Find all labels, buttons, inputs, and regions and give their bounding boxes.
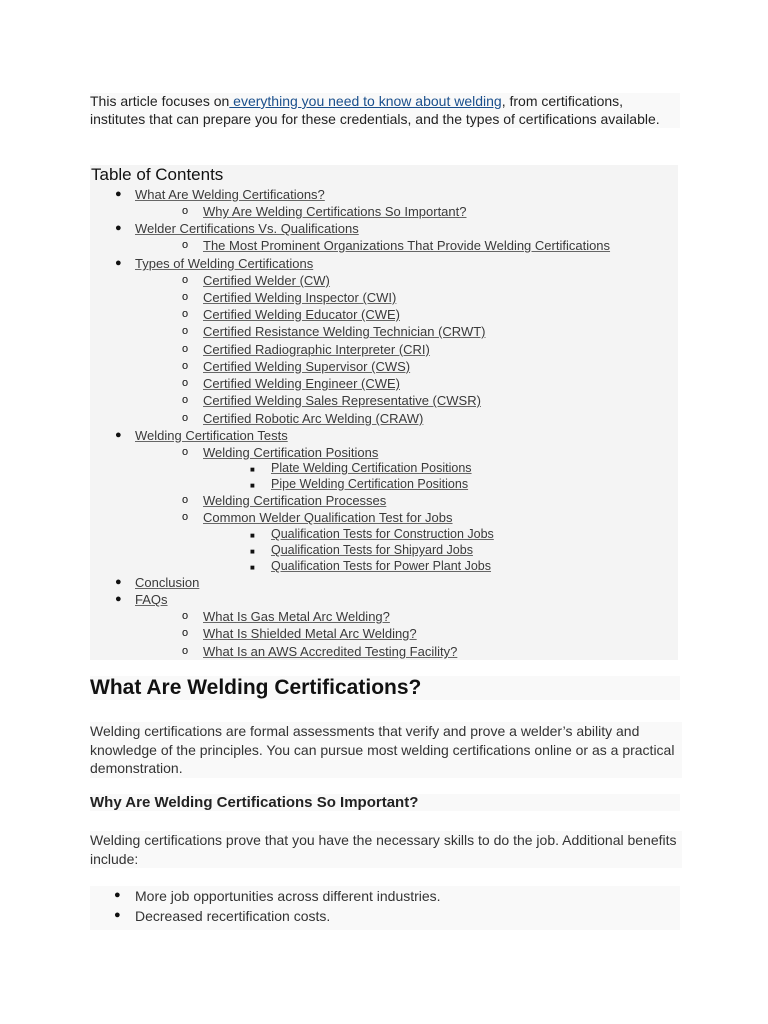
circle-bullet: o [182, 494, 189, 506]
toc-link[interactable]: Certified Welding Engineer (CWE) [203, 376, 400, 391]
toc-title: Table of Contents [91, 165, 224, 184]
toc-link[interactable]: Why Are Welding Certifications So Important? [203, 204, 467, 219]
toc-link[interactable]: Welding Certification Positions [203, 445, 379, 460]
toc-link[interactable]: Qualification Tests for Power Plant Jobs [271, 559, 492, 573]
toc-link[interactable]: Certified Welding Sales Representative (CWSR) [203, 393, 481, 408]
disc-bullet: ● [114, 889, 121, 901]
benefits-intro-paragraph: Welding certifications prove that you have the necessary skills to do the job. Additional benefits include: [90, 831, 682, 868]
toc-link[interactable]: Pipe Welding Certification Positions [271, 477, 469, 491]
square-bullet: ■ [250, 465, 255, 474]
list-item: Decreased recertification costs. [135, 908, 331, 924]
disc-bullet: ● [115, 222, 122, 234]
circle-bullet: o [182, 394, 189, 406]
circle-bullet: o [182, 274, 189, 286]
circle-bullet: o [182, 446, 189, 458]
toc-link[interactable]: Qualification Tests for Shipyard Jobs [271, 543, 473, 557]
toc-link[interactable]: What Are Welding Certifications? [135, 187, 325, 202]
toc-link[interactable]: Certified Resistance Welding Technician (CRWT) [203, 324, 486, 339]
circle-bullet: o [182, 610, 189, 622]
circle-bullet: o [182, 291, 189, 303]
circle-bullet: o [182, 239, 189, 251]
toc-link[interactable]: The Most Prominent Organizations That Provide Welding Certifications [203, 238, 611, 253]
toc-link[interactable]: Welding Certification Processes [203, 493, 387, 508]
toc-link[interactable]: Certified Robotic Arc Welding (CRAW) [203, 411, 424, 426]
toc-link[interactable]: Welding Certification Tests [135, 428, 288, 443]
toc-link[interactable]: Certified Welding Educator (CWE) [203, 307, 400, 322]
list-item: More job opportunities across different industries. [135, 888, 441, 904]
toc-link[interactable]: Plate Welding Certification Positions [271, 461, 472, 475]
welding-guide-link[interactable]: everything you need to know about welding [229, 93, 502, 109]
circle-bullet: o [182, 627, 189, 639]
toc-link[interactable]: What Is Gas Metal Arc Welding? [203, 609, 390, 624]
disc-bullet: ● [114, 909, 121, 921]
section-heading: What Are Welding Certifications? [90, 676, 680, 700]
circle-bullet: o [182, 511, 189, 523]
disc-bullet: ● [115, 576, 122, 588]
toc-link[interactable]: Qualification Tests for Construction Jobs [271, 527, 494, 541]
toc-link[interactable]: What Is an AWS Accredited Testing Facility? [203, 644, 458, 659]
circle-bullet: o [182, 645, 189, 657]
circle-bullet: o [182, 308, 189, 320]
intro-prefix: This article focuses on [90, 93, 230, 109]
circle-bullet: o [182, 325, 189, 337]
toc-link[interactable]: What Is Shielded Metal Arc Welding? [203, 626, 417, 641]
circle-bullet: o [182, 412, 189, 424]
toc-link[interactable]: Welder Certifications Vs. Qualifications [135, 221, 359, 236]
section-paragraph: Welding certifications are formal assessments that verify and prove a welder’s ability and knowledge of the principles. You can pursue most welding certifications online or as a practical demonstration. [90, 722, 682, 778]
disc-bullet: ● [115, 593, 122, 605]
toc-link[interactable]: Certified Welding Supervisor (CWS) [203, 359, 411, 374]
square-bullet: ■ [250, 563, 255, 572]
square-bullet: ■ [250, 547, 255, 556]
intro-paragraph [90, 93, 680, 128]
table-of-contents [90, 165, 678, 660]
circle-bullet: o [182, 205, 189, 217]
disc-bullet: ● [115, 257, 122, 269]
intro-suffix: , from certifications, institutes that can prepare you for these credentials, and the types of certifications available. [90, 93, 660, 127]
square-bullet: ■ [250, 531, 255, 540]
disc-bullet: ● [115, 429, 122, 441]
section-subheading: Why Are Welding Certifications So Important? [90, 794, 680, 811]
toc-link[interactable]: Certified Welding Inspector (CWI) [203, 290, 397, 305]
toc-link[interactable]: Certified Welder (CW) [203, 273, 330, 288]
toc-link[interactable]: Conclusion [135, 575, 200, 590]
square-bullet: ■ [250, 481, 255, 490]
circle-bullet: o [182, 343, 189, 355]
circle-bullet: o [182, 360, 189, 372]
toc-link[interactable]: Types of Welding Certifications [135, 256, 314, 271]
disc-bullet: ● [115, 188, 122, 200]
benefits-list [90, 886, 680, 930]
toc-link[interactable]: FAQs [135, 592, 168, 607]
toc-link[interactable]: Certified Radiographic Interpreter (CRI) [203, 342, 430, 357]
circle-bullet: o [182, 377, 189, 389]
toc-link[interactable]: Common Welder Qualification Test for Jobs [203, 510, 453, 525]
